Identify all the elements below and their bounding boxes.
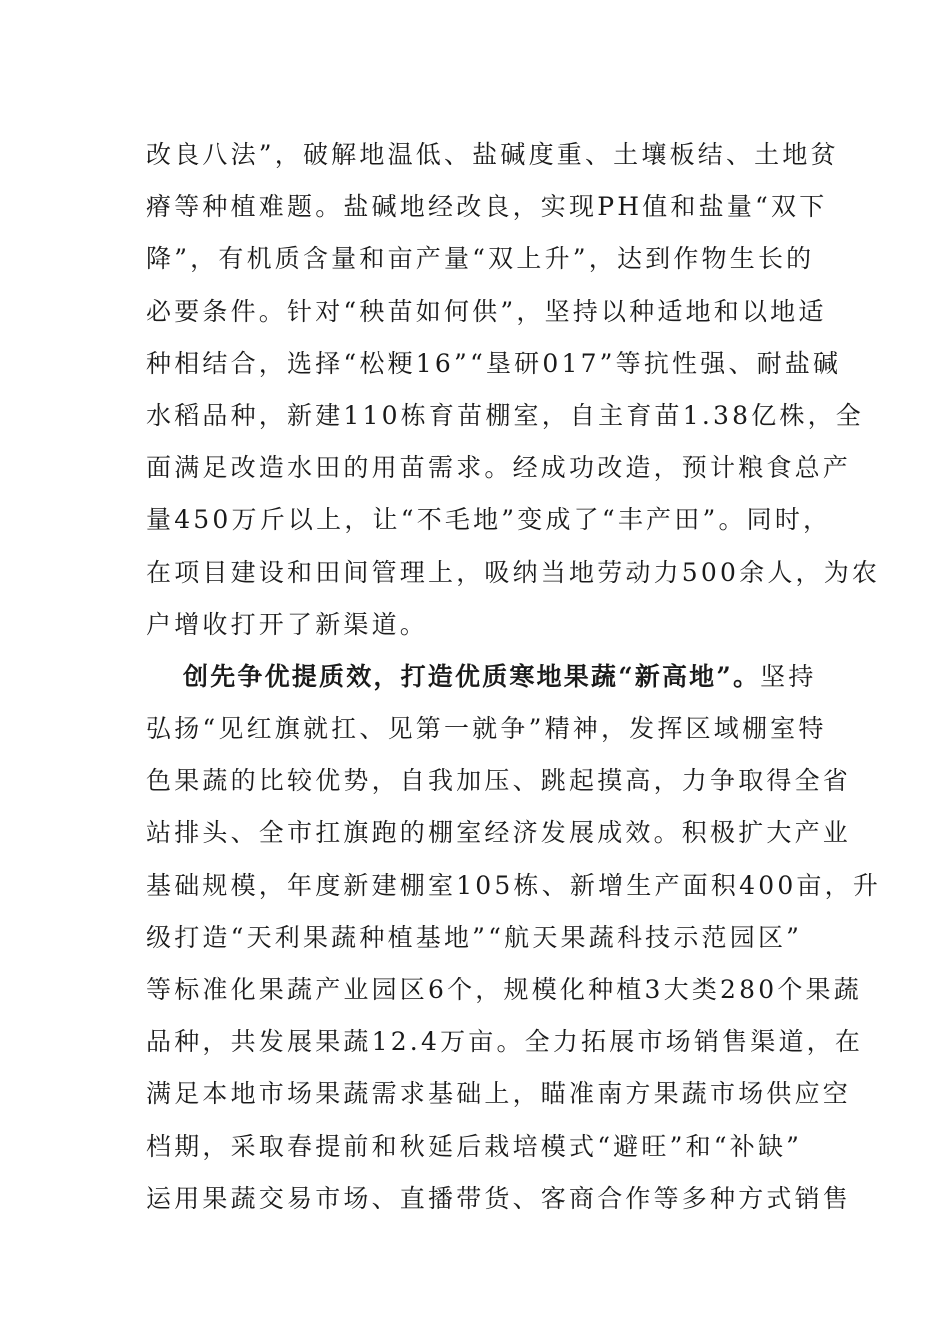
paragraph-line: 级打造“天利果蔬种植基地”“航天果蔬科技示范园区” xyxy=(146,922,803,952)
paragraph-line: 降”，有机质含量和亩产量“双上升”，达到作物生长的 xyxy=(146,244,815,274)
paragraph-line: 满足本地市场果蔬需求基础上，瞄准南方果蔬市场供应空 xyxy=(146,1079,852,1109)
paragraph-line: 户增收打开了新渠道。 xyxy=(146,609,429,639)
paragraph-heading: 创先争优提质效，打造优质寒地果蔬“新高地”。 xyxy=(183,661,761,691)
paragraph-line: 改良八法”，破解地温低、盐碱度重、土壤板结、土地贫 xyxy=(146,140,839,169)
paragraph-line: 在项目建设和田间管理上，吸纳当地劳动力500余人，为农 xyxy=(146,557,881,587)
paragraph-line: 瘠等种植难题。盐碱地经改良，实现PH值和盐量“双下 xyxy=(146,192,828,222)
paragraph-line: 弘扬“见红旗就扛、见第一就争”精神，发挥区域棚室特 xyxy=(146,714,827,744)
paragraph-line: 档期，采取春提前和秋延后栽培模式“避旺”和“补缺” xyxy=(146,1131,803,1161)
paragraph-line-rest: 坚持 xyxy=(760,661,817,691)
paragraph-line: 运用果蔬交易市场、直播带货、客商合作等多种方式销售 xyxy=(146,1183,852,1213)
paragraph-line: 基础规模，年度新建棚室105栋、新增生产面积400亩，升 xyxy=(146,870,882,900)
paragraph-1 xyxy=(146,129,881,651)
paragraph-line: 等标准化果蔬产业园区6个，规模化种植3大类280个果蔬 xyxy=(146,975,862,1004)
paragraph-2 xyxy=(146,651,882,1225)
paragraph-line: 必要条件。针对“秧苗如何供”，坚持以种适地和以地适 xyxy=(146,296,827,326)
paragraph-line: 站排头、全市扛旗跑的棚室经济发展成效。积极扩大产业 xyxy=(146,818,852,848)
paragraph-line: 面满足改造水田的用苗需求。经成功改造，预计粮食总产 xyxy=(146,453,852,483)
document-body xyxy=(146,129,882,1225)
paragraph-line: 量450万斤以上，让“不毛地”变成了“丰产田”。同时， xyxy=(146,505,832,535)
paragraph-line: 种相结合，选择“松粳16”“垦研017”等抗性强、耐盐碱 xyxy=(146,348,842,378)
paragraph-line: 色果蔬的比较优势，自我加压、跳起摸高，力争取得全省 xyxy=(146,766,852,796)
paragraph-first-line xyxy=(146,651,817,703)
paragraph-line: 品种，共发展果蔬12.4万亩。全力拓展市场销售渠道，在 xyxy=(146,1027,864,1057)
paragraph-line: 水稻品种，新建110栋育苗棚室，自主育苗1.38亿株，全 xyxy=(146,400,864,430)
